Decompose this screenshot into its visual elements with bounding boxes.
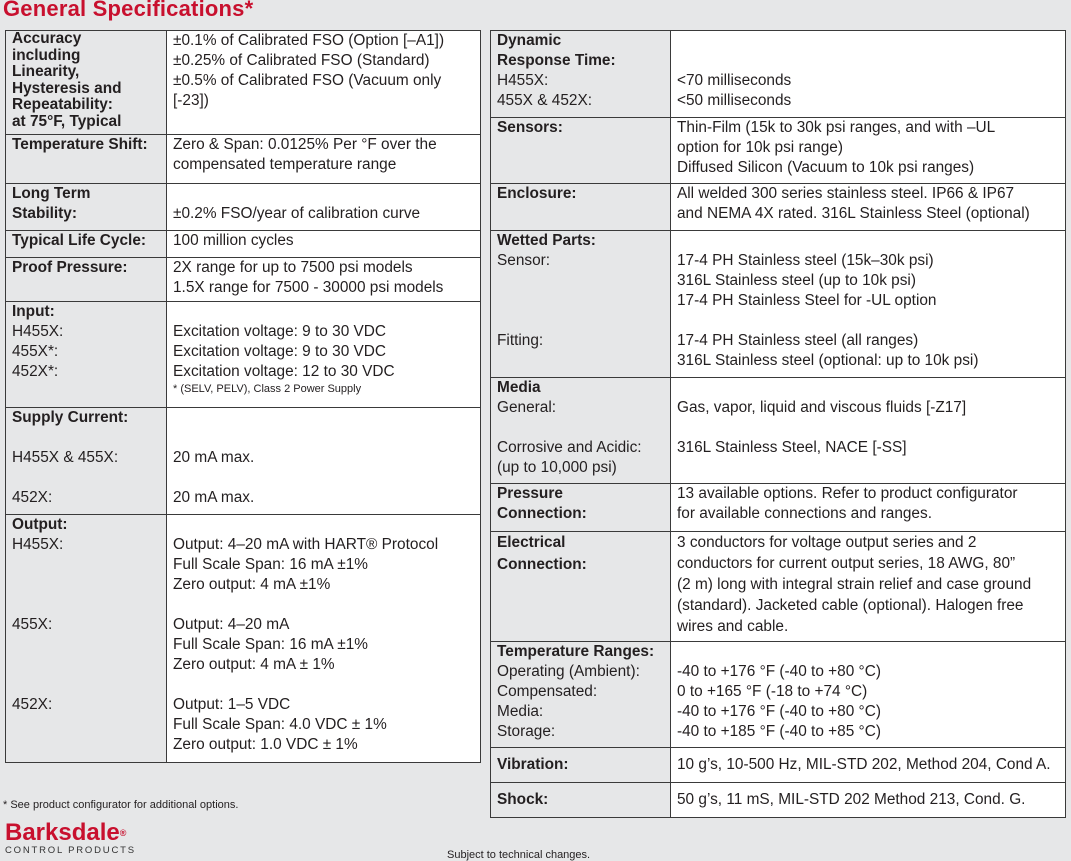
response-time-value: <70 milliseconds <50 milliseconds [671,31,1066,118]
row-proof-pressure [6,258,481,302]
sensors-label: Sensors: [491,118,671,184]
stability-label: Long Term Stability: [6,184,167,231]
row-accuracy [6,31,481,135]
shock-value: 50 g’s, 11 mS, MIL-STD 202 Method 213, Cond. G. [671,783,1066,818]
pressure-connection-label: Pressure Connection: [491,484,671,532]
row-shock [491,783,1066,818]
proof-pressure-label: Proof Pressure: [6,258,167,302]
temperature-shift-label: Temperature Shift: [6,135,167,184]
temperature-ranges-value: -40 to +176 °F (-40 to +80 °C) 0 to +165 °F (-18 to +74 °C) -40 to +176 °F (-40 to +80 °C) -40 to +185 °F (-40 to +85 °C) [671,642,1066,748]
row-enclosure [491,184,1066,231]
row-life-cycle [6,231,481,258]
page-title: General Specifications* [3,0,254,21]
response-time-label: Dynamic Response Time: H455X: 455X & 452X: [491,31,671,118]
shock-label: Shock: [491,783,671,818]
media-value: Gas, vapor, liquid and viscous fluids [-Z17] 316L Stainless Steel, NACE [-SS] [671,378,1066,484]
accuracy-value: ±0.1% of Calibrated FSO (Option [–A1]) ±0.25% of Calibrated FSO (Standard) ±0.5% of Calibrated FSO (Vacuum only [-23]) [167,31,481,135]
row-sensors [491,118,1066,184]
vibration-value: 10 g’s, 10-500 Hz, MIL-STD 202, Method 204, Cond A. [671,748,1066,783]
logo-subtitle: CONTROL PRODUCTS [5,845,136,856]
accuracy-label: Accuracy including Linearity, Hysteresis and Repeatability: at 75°F, Typical [6,31,167,135]
row-temperature-shift [6,135,481,184]
life-cycle-label: Typical Life Cycle: [6,231,167,258]
barksdale-logo [5,820,136,856]
row-output [6,515,481,763]
enclosure-value: All welded 300 series stainless steel. IP66 & IP67 and NEMA 4X rated. 316L Stainless Steel (optional) [671,184,1066,231]
row-temperature-ranges [491,642,1066,748]
proof-pressure-value: 2X range for up to 7500 psi models 1.5X range for 7500 - 30000 psi models [167,258,481,302]
electrical-connection-label: Electrical Connection: [491,532,671,642]
vibration-label: Vibration: [491,748,671,783]
row-vibration [491,748,1066,783]
row-stability [6,184,481,231]
pressure-connection-value: 13 available options. Refer to product configurator for available connections and ranges. [671,484,1066,532]
supply-current-value: 20 mA max. 20 mA max. [167,408,481,515]
input-value: Excitation voltage: 9 to 30 VDC Excitation voltage: 9 to 30 VDC Excitation voltage: 12 to 30 VDC * (SELV, PELV), Class 2 Power Supply [167,302,481,408]
row-response-time [491,31,1066,118]
input-label: Input: H455X: 455X*: 452X*: [6,302,167,408]
logo-registered-mark: ® [119,828,127,838]
output-label: Output: H455X: 455X: 452X: [6,515,167,763]
media-label: Media General: Corrosive and Acidic: (up to 10,000 psi) [491,378,671,484]
row-wetted-parts [491,231,1066,378]
enclosure-label: Enclosure: [491,184,671,231]
life-cycle-value: 100 million cycles [167,231,481,258]
electrical-connection-value: 3 conductors for voltage output series and 2 conductors for current output series, 18 AWG, 80” (2 m) long with integral strain relief and case ground (standard). Jacketed cable (optional). Halogen free wires and cable. [671,532,1066,642]
logo-name: Barksdale [5,819,120,846]
row-input [6,302,481,408]
temperature-ranges-label: Temperature Ranges: Operating (Ambient): Compensated: Media: Storage: [491,642,671,748]
wetted-parts-value: 17-4 PH Stainless steel (15k–30k psi) 316L Stainless steel (up to 10k psi) 17-4 PH Stainless Steel for -UL option 17-4 PH Stainless steel (all ranges) 316L Stainless steel (optional: up to 10k psi) [671,231,1066,378]
footnote: * See product configurator for additional options. [3,799,239,811]
wetted-parts-label: Wetted Parts: Sensor: Fitting: [491,231,671,378]
row-electrical-connection [491,532,1066,642]
spec-table-left [5,30,481,763]
row-pressure-connection [491,484,1066,532]
spec-table-right [490,30,1066,818]
sensors-value: Thin-Film (15k to 30k psi ranges, and with –UL option for 10k psi range) Diffused Silicon (Vacuum to 10k psi ranges) [671,118,1066,184]
row-media [491,378,1066,484]
output-value: Output: 4–20 mA with HART® Protocol Full Scale Span: 16 mA ±1% Zero output: 4 mA ±1% Output: 4–20 mA Full Scale Span: 16 mA ±1% Zero output: 4 mA ± 1% Output: 1–5 VDC Full Scale Span: 4.0 VDC ± 1% Zero output: 1.0 VDC ± 1% [167,515,481,763]
temperature-shift-value: Zero & Span: 0.0125% Per °F over the compensated temperature range [167,135,481,184]
stability-value: ±0.2% FSO/year of calibration curve [167,184,481,231]
row-supply-current [6,408,481,515]
disclaimer: Subject to technical changes. [447,849,591,861]
supply-current-label: Supply Current: H455X & 455X: 452X: [6,408,167,515]
